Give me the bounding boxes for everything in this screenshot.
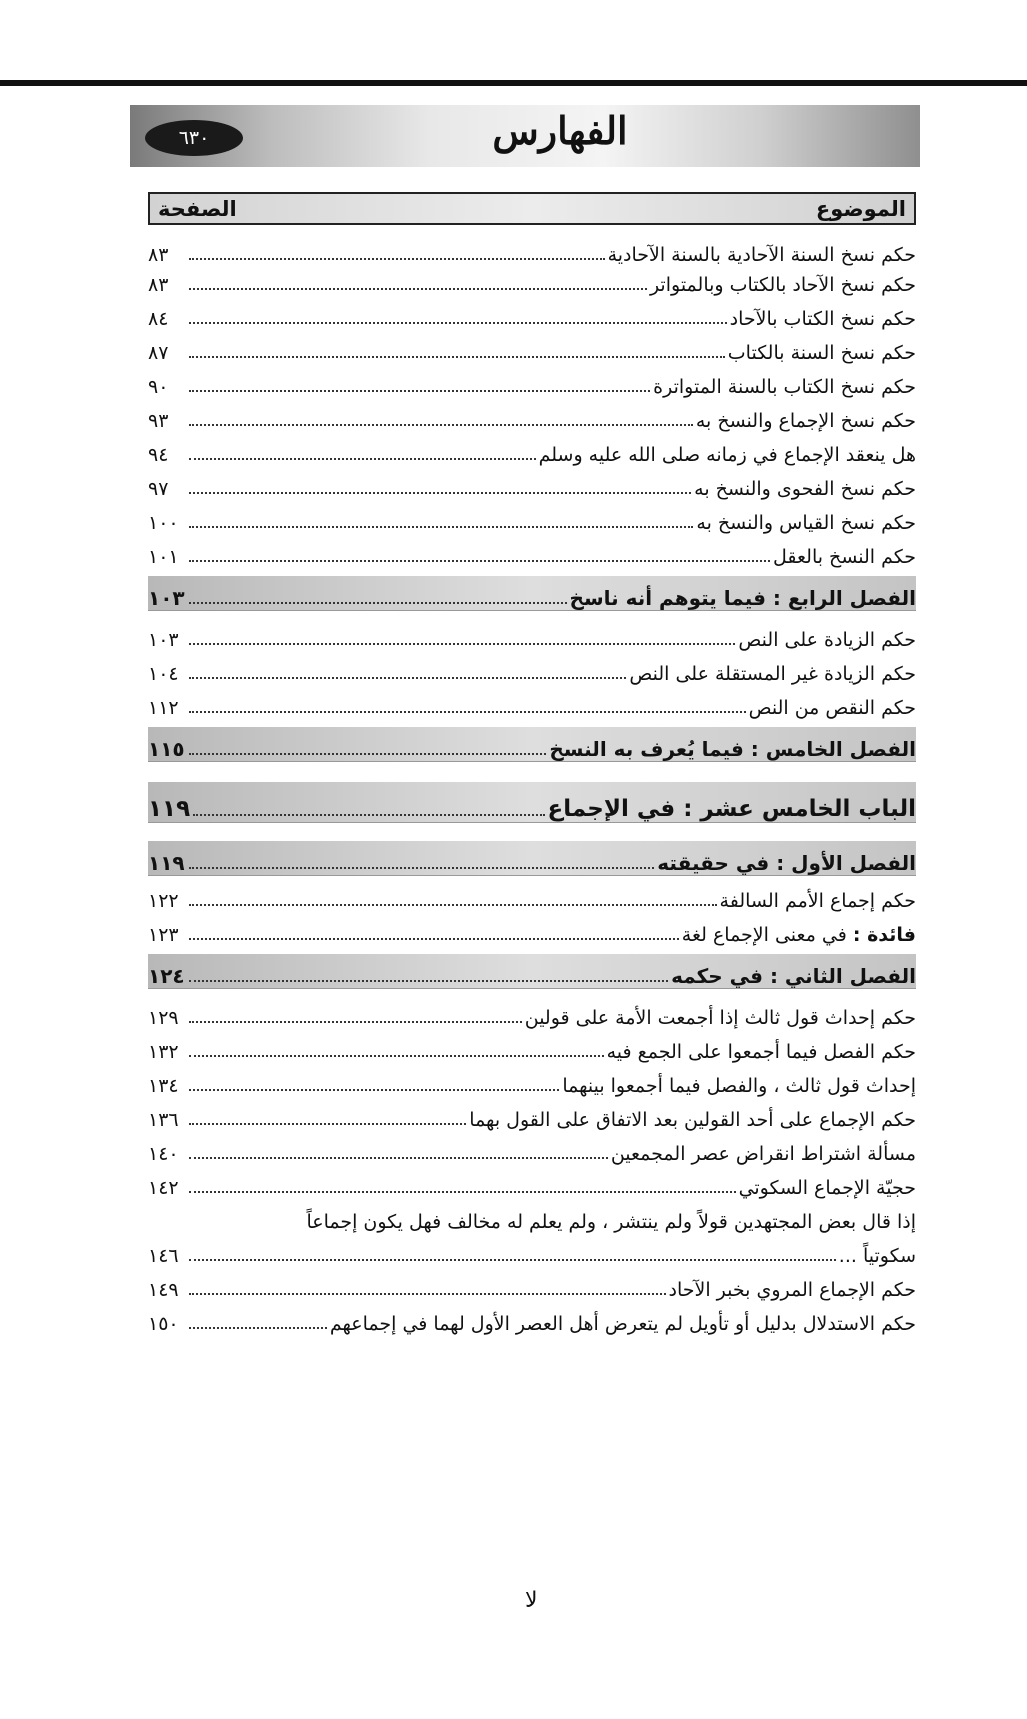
entry-title: حكم نسخ الفحوى والنسخ به (694, 478, 916, 500)
entry-title: الفصل الخامس : فيما يُعرف به النسخ (549, 737, 916, 761)
entry-page: ١٠١ (148, 546, 179, 568)
entry-prefix: فائدة : (852, 924, 916, 946)
entry-title: الفصل الرابع : فيما يتوهم أنه ناسخ (569, 586, 916, 610)
index-row (148, 1233, 916, 1267)
entry-title: حكم نسخ الكتاب بالسنة المتواترة (653, 376, 916, 398)
dot-leader (189, 458, 536, 460)
dot-leader (189, 938, 679, 940)
dot-leader (189, 1327, 327, 1329)
entry-page: ١٤٩ (148, 1279, 179, 1301)
entry-page: ١٠٤ (148, 663, 179, 685)
dot-leader (189, 526, 693, 528)
index-row (148, 266, 916, 296)
entry-title: حكم نسخ السنة بالكتاب (727, 342, 916, 364)
dot-leader (189, 643, 735, 645)
entry-title: حكم نسخ السنة الآحادية بالسنة الآحادية (607, 244, 916, 266)
entry-page: ٩٣ (148, 410, 169, 432)
entry-title: حجيّة الإجماع السكوتي (738, 1177, 916, 1199)
entry-page: ١٠٠ (148, 512, 179, 534)
dot-leader (189, 867, 654, 869)
dot-leader (189, 753, 546, 755)
dot-leader (189, 1191, 736, 1193)
entry-title: حكم الإجماع على أحد القولين بعد الاتفاق على القول بهما (469, 1109, 916, 1131)
dot-leader (189, 677, 626, 679)
index-row (148, 500, 916, 534)
entry-title: حكم نسخ الإجماع والنسخ به (695, 410, 916, 432)
index-row (148, 364, 916, 398)
dot-leader (189, 904, 717, 906)
dot-leader (189, 1157, 608, 1159)
entry-page: ١١٥ (148, 737, 185, 761)
entry-title: حكم الإجماع المروي بخبر الآحاد (668, 1279, 916, 1301)
entry-title: حكم الزيادة على النص (738, 629, 916, 651)
entry-page: ١٠٣ (148, 586, 185, 610)
entry-page: ٩٧ (148, 478, 169, 500)
index-row (148, 1097, 916, 1131)
entry-text: في معنى الإجماع لغة (681, 924, 847, 946)
entry-title: إحداث قول ثالث ، والفصل فيما أجمعوا بينهما (562, 1075, 916, 1097)
dot-leader (189, 1089, 559, 1091)
entry-page: ١٢٩ (148, 1007, 179, 1029)
entry-page: ١٤٠ (148, 1143, 179, 1165)
footer-mark: ﻻ (525, 1588, 538, 1613)
entry-title: هل ينعقد الإجماع في زمانه صلى الله عليه وسلم (538, 444, 916, 466)
dot-leader (189, 356, 725, 358)
dot-leader (189, 1259, 836, 1261)
entry-page: ٩٤ (148, 444, 169, 466)
index-row (148, 1165, 916, 1199)
section-heading-row (148, 954, 916, 989)
column-page: الصفحة (158, 196, 237, 221)
entry-title: حكم الاستدلال بدليل أو تأويل لم يتعرض أهل العصر الأول لهما في إجماعهم (329, 1313, 916, 1335)
entry-page: ٩٠ (148, 376, 169, 398)
entry-title (682, 924, 916, 946)
dot-leader (189, 711, 746, 713)
index-row (148, 1267, 916, 1301)
index-row (148, 1063, 916, 1097)
entry-title: حكم الفصل فيما أجمعوا على الجمع فيه (606, 1041, 916, 1063)
entry-title: حكم إجماع الأمم السالفة (719, 890, 916, 912)
index-row (148, 617, 916, 651)
column-subject: الموضوع (815, 196, 906, 221)
entry-title: الفصل الأول : في حقيقته (657, 851, 916, 875)
dot-leader (189, 258, 605, 260)
index-row (148, 330, 916, 364)
index-list (148, 236, 916, 1335)
dot-leader (189, 980, 668, 982)
entry-title: الفصل الثاني : في حكمه (671, 964, 916, 988)
entry-page: ١٤٦ (148, 1245, 179, 1267)
index-row (148, 296, 916, 330)
dot-leader (189, 390, 650, 392)
index-row (148, 1131, 916, 1165)
entry-title: حكم الزيادة غير المستقلة على النص (629, 663, 916, 685)
section-heading-row (148, 727, 916, 762)
entry-page: ٨٧ (148, 342, 169, 364)
dot-leader (189, 288, 647, 290)
entry-page: ١٣٢ (148, 1041, 179, 1063)
entry-title: حكم النسخ بالعقل (772, 546, 916, 568)
index-row (148, 882, 916, 912)
entry-title: مسألة اشتراط انقراض عصر المجمعين (610, 1143, 916, 1165)
entry-page: ١٠٣ (148, 629, 179, 651)
index-row (148, 1199, 916, 1233)
dot-leader (189, 602, 567, 604)
entry-page: ١٣٦ (148, 1109, 179, 1131)
entry-page: ١٢٣ (148, 924, 179, 946)
entry-page: ١٢٢ (148, 890, 179, 912)
index-row (148, 1029, 916, 1063)
entry-page: ١٤٢ (148, 1177, 179, 1199)
entry-title: حكم نسخ الكتاب بالآحاد (729, 308, 916, 330)
index-row (148, 466, 916, 500)
dot-leader (189, 1293, 666, 1295)
column-header (148, 192, 916, 225)
index-row (148, 1301, 916, 1335)
index-row (148, 432, 916, 466)
section-heading-row (148, 576, 916, 611)
section-heading-row (148, 841, 916, 876)
entry-title: حكم إحداث قول ثالث إذا أجمعت الأمة على قولين (524, 1007, 916, 1029)
entry-title: إذا قال بعض المجتهدين قولاً ولم ينتشر ، ولم يعلم له مخالف فهل يكون إجماعاً (306, 1211, 916, 1233)
entry-page: ١١٩ (148, 796, 191, 822)
dot-leader (193, 814, 544, 816)
dot-leader (189, 1123, 466, 1125)
page-number: ٦٣٠ (178, 127, 210, 149)
entry-title: حكم النقص من النص (748, 697, 916, 719)
entry-page: ١٣٤ (148, 1075, 179, 1097)
section-heading-row (148, 782, 916, 823)
entry-page: ١٥٠ (148, 1313, 179, 1335)
index-row (148, 534, 916, 568)
entry-title: حكم نسخ القياس والنسخ به (696, 512, 916, 534)
dot-leader (189, 560, 770, 562)
page-number-badge (145, 120, 243, 156)
dot-leader (189, 322, 727, 324)
dot-leader (189, 492, 691, 494)
entry-page: ١١٢ (148, 697, 179, 719)
dot-leader (189, 1021, 522, 1023)
entry-page: ٨٤ (148, 308, 169, 330)
index-row (148, 912, 916, 946)
entry-title: سكوتياً ... (838, 1245, 916, 1267)
index-row (148, 651, 916, 685)
entry-page: ١٢٤ (148, 964, 185, 988)
dot-leader (189, 1055, 604, 1057)
entry-title: الباب الخامس عشر : في الإجماع (547, 796, 916, 822)
index-row (148, 236, 916, 266)
entry-page: ١١٩ (148, 851, 185, 875)
dot-leader (189, 424, 693, 426)
index-row (148, 685, 916, 719)
entry-page: ٨٣ (148, 274, 169, 296)
page-title: الفهارس (492, 108, 628, 153)
index-row (148, 995, 916, 1029)
top-rule (0, 80, 1027, 86)
entry-title: حكم نسخ الآحاد بالكتاب وبالمتواتر (649, 274, 916, 296)
entry-page: ٨٣ (148, 244, 169, 266)
index-row (148, 398, 916, 432)
